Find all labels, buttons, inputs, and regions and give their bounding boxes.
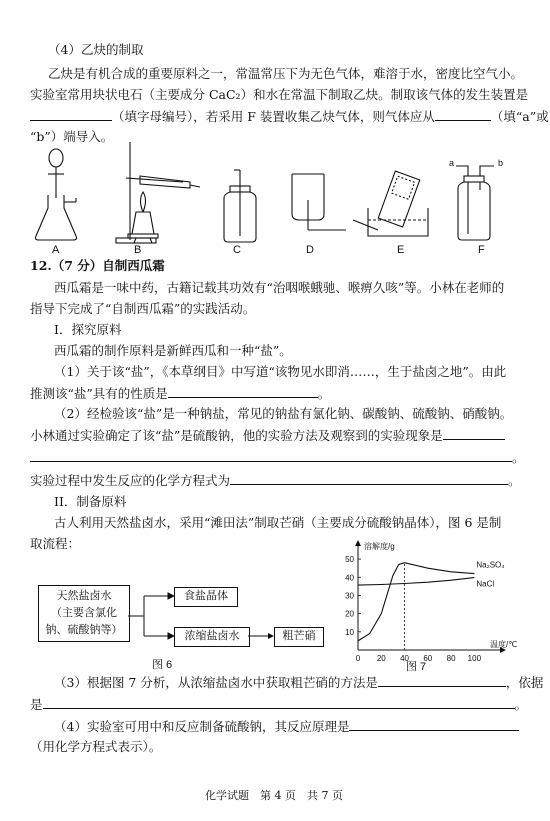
- q3-line1: （3）根据图 7 分析，从浓缩盐卤水中获取粗芒硝的方法是 ，依据: [54, 675, 544, 690]
- series-line-1: [358, 578, 474, 586]
- q12-heading: 12.（7 分）自制西瓜霜: [30, 258, 165, 273]
- apparatus-f-icon: [449, 158, 503, 240]
- apparatus-c-icon: [224, 170, 256, 242]
- answer-blank-basis[interactable]: [43, 696, 515, 709]
- y-tick-label: 40: [345, 573, 354, 583]
- q11-text-line1: 乙炔是有机合成的重要原料之一，常温常压下为无色气体，难溶于水，密度比空气小。: [48, 66, 524, 81]
- x-tick-label: 60: [423, 654, 433, 663]
- answer-blank-apparatus[interactable]: [30, 108, 112, 121]
- q1-line1: （1）关于该“盐”，《本草纲目》中写道“该物见水即消……，生于盐卤之地”。由此: [54, 364, 507, 379]
- chart-series: [358, 563, 474, 650]
- figure-6-caption: 图 6: [152, 659, 173, 671]
- apparatus-figure: [28, 140, 518, 258]
- x-tick-label: 100: [467, 654, 482, 663]
- answer-blank-equation[interactable]: [230, 472, 508, 485]
- apparatus-label-d: D: [306, 244, 314, 256]
- x-tick-label: 40: [400, 654, 409, 663]
- apparatus-label-c: C: [233, 244, 241, 256]
- answer-blank-neutralization[interactable]: [349, 718, 519, 731]
- section-2-title: II．制备原料: [54, 494, 127, 509]
- figure-7-caption: 图 7: [406, 661, 427, 673]
- page-footer: 化学试题 第 4 页 共 7 页: [205, 789, 343, 802]
- q12-intro-line2: 指导下完成了“自制西瓜霜”的实践活动。: [30, 301, 256, 316]
- apparatus-label-f: F: [478, 244, 485, 256]
- x-axis-label: 温度/℃: [490, 640, 518, 649]
- y-axis-arrow: [355, 540, 361, 546]
- section-2-text-line2: 取流程：: [30, 536, 81, 551]
- q2-line2: 小林通过实验确定了该“盐”是硫酸钠，他的实验方法及观察到的实验现象是: [30, 427, 505, 444]
- y-axis-label: 溶解度/g: [364, 542, 395, 551]
- chart-ticks: [345, 555, 481, 663]
- flow-box-source: 天然盐卤水 （主要含氯化 钠、硫酸钠等）: [38, 585, 130, 642]
- q2-line4: 实验过程中发生反应的化学方程式为 。: [30, 473, 521, 488]
- section-1-text: 西瓜霜的制作原料是新鲜西瓜和一种“盐”。: [54, 343, 292, 358]
- q12-intro-line1: 西瓜霜是一味中药，古籍记载其功效有“治咽喉蛾驰、喉痹久咳”等。小林在老师的: [54, 280, 505, 295]
- y-tick-label: 10: [345, 627, 354, 637]
- answer-blank-inlet[interactable]: [435, 108, 491, 121]
- apparatus-label-e: E: [397, 244, 405, 256]
- apparatus-label-b: B: [134, 244, 142, 256]
- apparatus-label-a: A: [52, 244, 60, 256]
- q11-text-line2: 实验室常用块状电石（主要成分 CaC₂）和水在常温下制取乙炔。制取该气体的发生装置是: [30, 87, 529, 102]
- y-tick-label: 20: [345, 609, 354, 619]
- q2-line3: 。: [30, 449, 525, 466]
- answer-blank-property[interactable]: [168, 385, 318, 398]
- chart-axes: [355, 540, 506, 653]
- q4-line1: （4）实验室可用中和反应制备硫酸钠，其反应原理是: [54, 718, 519, 735]
- q11-text-line3: （填字母编号），若采用 F 装置收集乙炔气体，则气体应从 （填“a”或: [30, 108, 549, 125]
- q4-line2: （用化学方程式表示）。: [30, 739, 162, 754]
- answer-blank-method-3[interactable]: [378, 674, 506, 687]
- section-1-title: I．探究原料: [54, 322, 122, 337]
- apparatus-e-icon: [353, 171, 428, 236]
- q2-line1: （2）经检验该“盐”是一种钠盐，常见的钠盐有氯化钠、碳酸钠、硫酸钠、硝酸钠。: [54, 406, 513, 421]
- q1-line2: 推测该“盐”具有的性质是 。: [30, 386, 331, 401]
- flow-box-brine: 浓缩盐卤水: [174, 627, 250, 647]
- y-tick-label: 50: [345, 555, 354, 565]
- port-label-a: a: [449, 158, 455, 168]
- x-tick-label: 0: [355, 654, 361, 663]
- answer-blank-method-2[interactable]: [30, 449, 512, 462]
- series-label-1: NaCl: [476, 579, 495, 589]
- apparatus-a-icon: [35, 149, 76, 240]
- series-label-0: Na₂SO₄: [476, 560, 505, 570]
- flow-box-product: 粗芒硝: [274, 627, 324, 647]
- apparatus-d-icon: [292, 174, 346, 230]
- x-tick-label: 20: [376, 654, 386, 663]
- y-tick-label: 30: [345, 591, 354, 601]
- flow-arrows: [128, 590, 174, 650]
- flow-arrow-to-product: [248, 630, 274, 642]
- q3-line2: 是 。: [30, 697, 528, 712]
- q11-part4-heading: （4）乙炔的制取: [48, 42, 144, 57]
- port-label-b: b: [498, 158, 504, 168]
- answer-blank-method-1[interactable]: [443, 427, 505, 440]
- x-tick-label: 80: [446, 654, 456, 663]
- solubility-chart: [330, 540, 530, 665]
- flow-box-salt: 食盐晶体: [174, 587, 238, 607]
- q11-text-line4: “b”）端导入。: [30, 129, 114, 144]
- series-line-0: [358, 563, 474, 641]
- section-2-text-line1: 古人利用天然盐卤水，采用“滩田法”制取芒硝（主要成分硫酸钠晶体），图 6 是制: [54, 515, 502, 530]
- apparatus-b-icon: [116, 142, 200, 243]
